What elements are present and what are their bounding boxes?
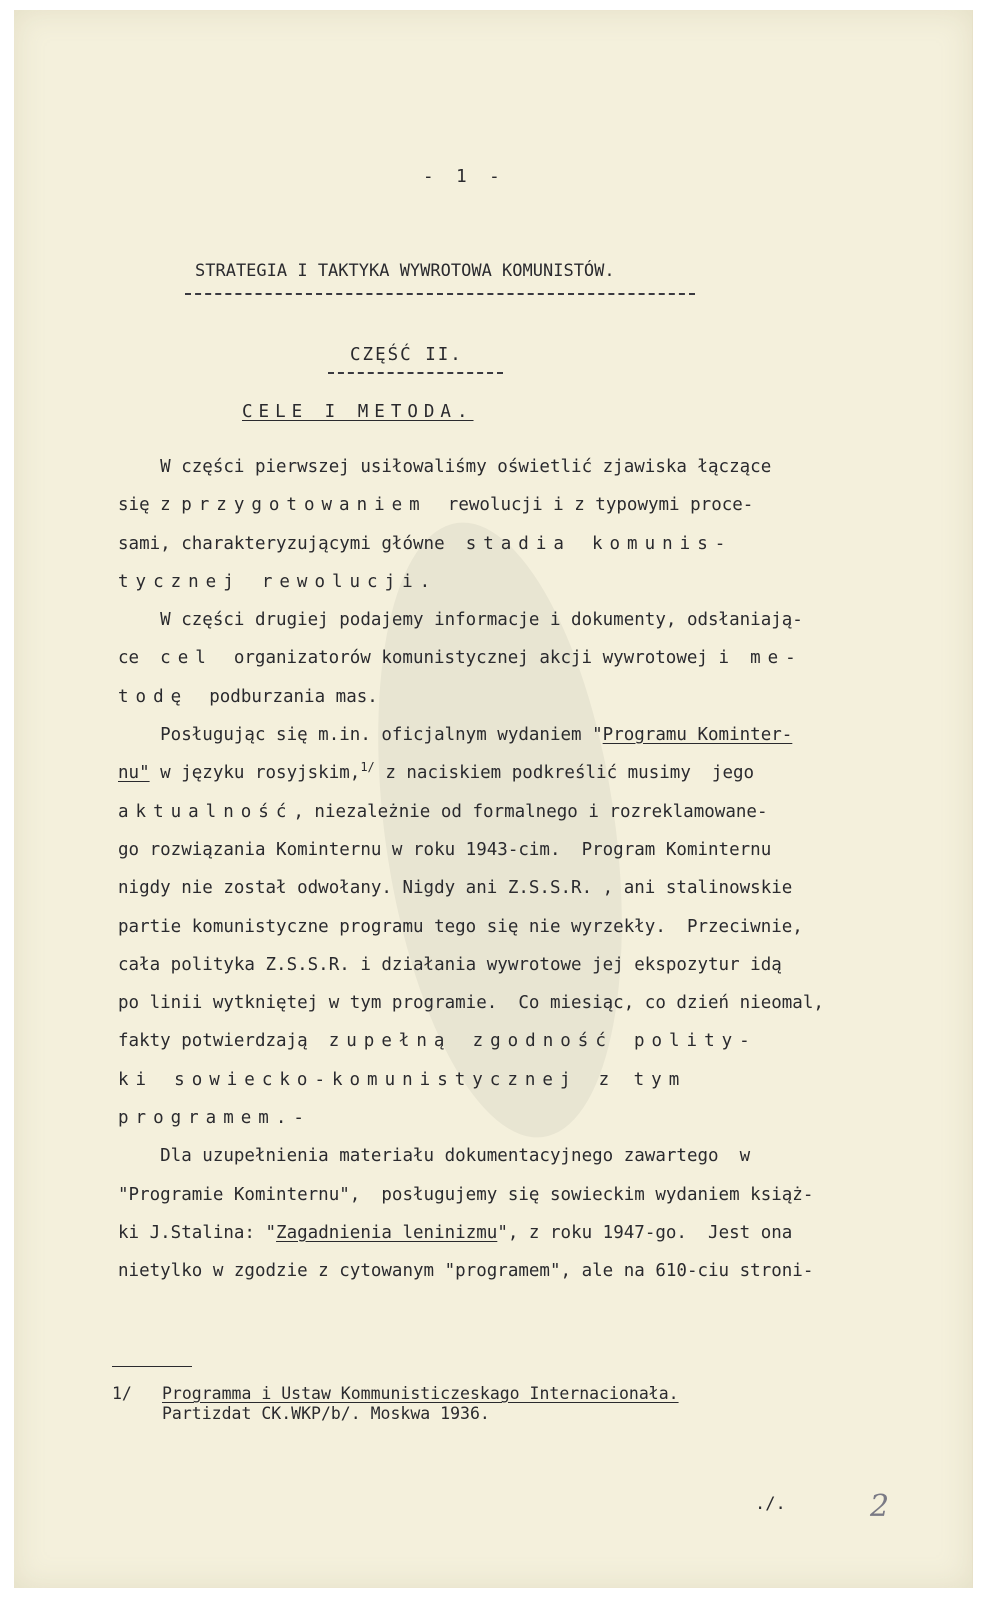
text-line: sami, charakteryzującymi główne stadia komunis-: [118, 533, 733, 554]
text-line: nietylko w zgodzie z cytowanym "programem", ale na 610-ciu stroni-: [118, 1261, 814, 1282]
footnote-text: Programma i Ustaw Kommunisticzeskago Internacionała. Partizdat CK.WKP/b/. Moskwa 1936.: [162, 1384, 679, 1423]
text-line: go rozwiązania Kominternu w roku 1943-cim. Program Kominternu: [118, 839, 772, 860]
document-title: STRATEGIA I TAKTYKA WYWROTOWA KOMUNISTÓW.: [195, 261, 615, 281]
footnote-ref: 1/: [360, 760, 375, 775]
text-line: partie komunistyczne programu tego się nie wyrzekły. Przeciwnie,: [118, 916, 803, 937]
section-subtitle: CELE I METODA.: [242, 402, 474, 422]
handwritten-page-number: 2: [870, 1489, 890, 1524]
text-line: W części drugiej podajemy informacje i dokumenty, odsłaniają-: [118, 610, 803, 631]
text-line: nigdy nie został odwołany. Nigdy ani Z.S.S.R. , ani stalinowskie: [118, 878, 793, 899]
text-line: W części pierwszej usiłowaliśmy oświetlić zjawiska łączące: [118, 457, 772, 477]
text-line: tycznej rewolucji.: [118, 571, 438, 592]
title-underline: [185, 293, 695, 297]
footnote-label: 1/: [112, 1384, 132, 1403]
text-line: ki sowiecko-komunistycznej z tym: [118, 1069, 687, 1090]
text-line: się z przygotowaniem rewolucji i z typowymi proce-: [118, 495, 754, 516]
text-line: ki J.Stalina: "Zagadnienia leninizmu", z roku 1947-go. Jest ona: [118, 1222, 793, 1243]
page-number: - 1 -: [423, 167, 506, 187]
text-line: programem.-: [118, 1108, 311, 1129]
part-underline: [328, 372, 503, 374]
text-line: nu" w języku rosyjskim,$^{1/}$ z naciskiem podkreślić musimy jego: [118, 760, 755, 784]
body-text: [118, 448, 918, 1291]
footnote-rule: [112, 1366, 192, 1367]
text-line: fakty potwierdzają zupełną zgodność polity-: [118, 1031, 757, 1052]
part-heading: CZĘŚĆ II.: [350, 345, 463, 365]
text-line: ce cel organizatorów komunistycznej akcji wywrotowej i me-: [118, 648, 803, 669]
continuation-mark: ./.: [755, 1494, 786, 1514]
text-line: "Programie Kominternu", posługujemy się sowieckim wydaniem książ-: [118, 1184, 814, 1205]
text-line: po linii wytkniętej w tym programie. Co miesiąc, co dzień nieomal,: [118, 993, 824, 1014]
text-line: aktualność, niezależnie od formalnego i rozreklamowane-: [118, 801, 768, 822]
text-line: Posługując się m.in. oficjalnym wydaniem "Programu Kominter-: [118, 725, 793, 746]
text-line: Dla uzupełnienia materiału dokumentacyjnego zawartego w: [118, 1146, 751, 1167]
text-line: todę podburzania mas.: [118, 686, 378, 707]
text-line: cała polityka Z.S.S.R. i działania wywrotowe jej ekspozytur idą: [118, 954, 782, 975]
